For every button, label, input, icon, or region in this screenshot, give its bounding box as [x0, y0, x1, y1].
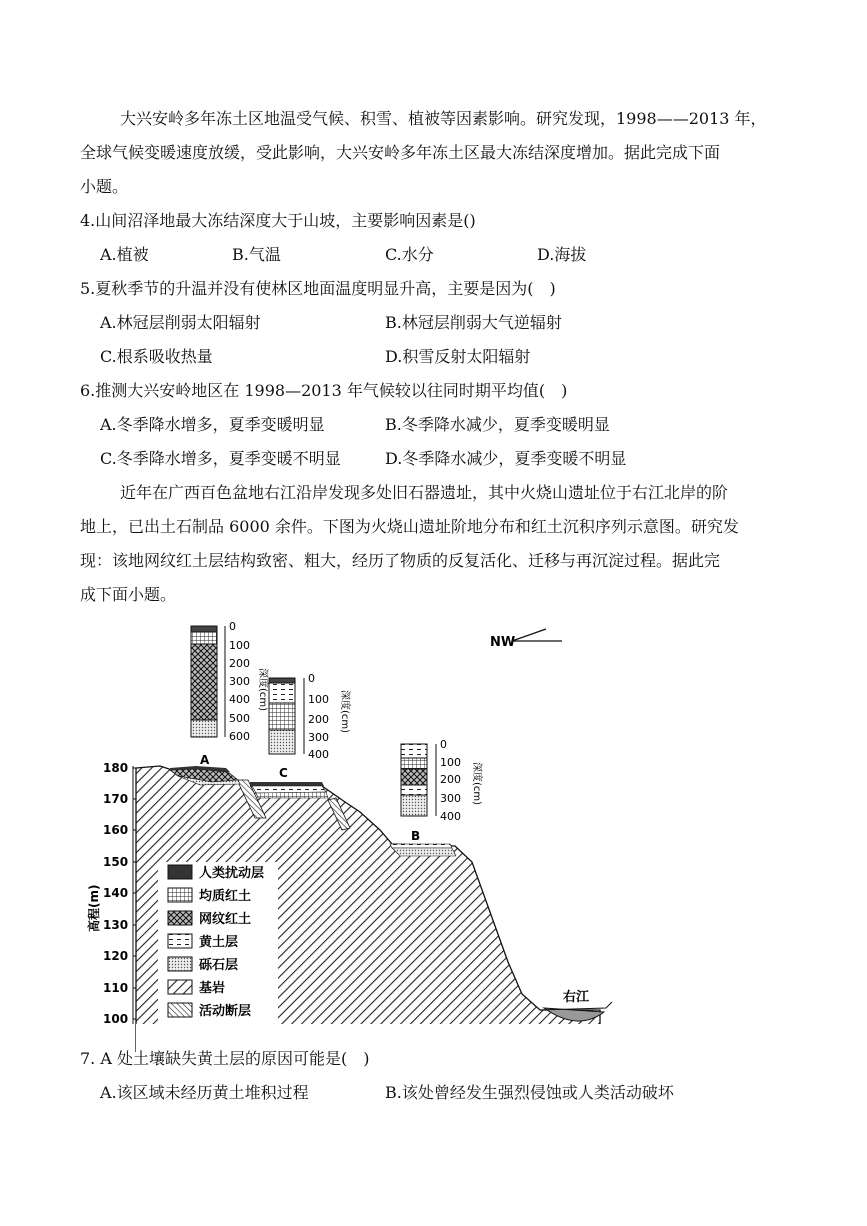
- column3-tick-0: 0: [440, 738, 447, 751]
- soil-column-2: [269, 678, 304, 754]
- column2-tick-300: 300: [308, 731, 329, 744]
- column3-depth-label: 深度(cm): [471, 762, 482, 806]
- y-tick-110: 110: [103, 981, 129, 995]
- terrace-figure: [0, 612, 867, 1052]
- column1-tick-500: 500: [229, 712, 250, 725]
- compass-label: NW: [490, 635, 516, 650]
- legend-label-reticulate: 网纹红土: [199, 912, 252, 927]
- legend-swatch-fault: [168, 1003, 192, 1017]
- soil-column-1: [191, 626, 225, 737]
- y-axis-label: 高程(m): [87, 884, 101, 932]
- column1-tick-0: 0: [229, 620, 236, 633]
- terrace-c-deposit: [250, 782, 328, 798]
- y-tick-120: 120: [103, 949, 129, 963]
- q4-stem: 4.山间沼泽地最大冻结深度大于山坡，主要影响因素是(): [80, 211, 476, 230]
- column1-tick-300: 300: [229, 675, 250, 688]
- y-tick-100: 100: [103, 1012, 129, 1026]
- passage2-line1: 近年在广西百色盆地右江沿岸发现多处旧石器遗址，其中火烧山遗址位于右江北岸的阶: [120, 483, 729, 502]
- q4-option-b: B.气温: [232, 245, 281, 264]
- passage1-line1: 大兴安岭多年冻土区地温受气候、积雪、植被等因素影响。研究发现，1998——2013 年，: [120, 109, 767, 128]
- q6-option-d: D.冬季降水减少，夏季变暖不明显: [385, 449, 627, 468]
- y-tick-140: 140: [103, 886, 129, 900]
- column2-tick-100: 100: [308, 693, 329, 706]
- passage2-line2: 地上，已出土石制品 6000 余件。下图为火烧山遗址阶地分布和红土沉积序列示意图。研究发: [80, 517, 739, 536]
- q6-option-a: A.冬季降水增多，夏季变暖明显: [100, 415, 325, 434]
- soil-column-3: [401, 744, 436, 816]
- legend-swatch-loess: [168, 934, 192, 948]
- site-c-label: C: [279, 766, 288, 780]
- q6-option-c: C.冬季降水增多，夏季变暖不明显: [100, 449, 341, 468]
- q5-option-d: D.积雪反射太阳辐射: [385, 347, 531, 366]
- legend-swatch-homogeneous: [168, 888, 192, 902]
- column2-tick-200: 200: [308, 713, 329, 726]
- passage1-line2: 全球气候变暖速度放缓，受此影响，大兴安岭多年冻土区最大冻结深度增加。据此完成下面: [80, 143, 721, 162]
- q4-option-a: A.植被: [100, 245, 149, 264]
- y-tick-180: 180: [103, 761, 129, 775]
- legend-label-fault: 活动断层: [199, 1004, 252, 1019]
- north-west-arrow-icon: [512, 629, 562, 641]
- passage1-line3: 小题。: [80, 177, 129, 196]
- q5-stem: 5.夏秋季节的升温并没有使林区地面温度明显升高，主要是因为( ): [80, 279, 556, 298]
- legend-swatch-human: [168, 865, 192, 879]
- terrace-b-deposit: [390, 844, 456, 856]
- legend-label-loess: 黄土层: [199, 935, 239, 950]
- river-label: 右江: [563, 990, 590, 1005]
- y-tick-170: 170: [103, 792, 129, 806]
- column1-tick-200: 200: [229, 657, 250, 670]
- legend-label-gravel: 砾石层: [199, 958, 239, 973]
- column2-tick-0: 0: [308, 672, 315, 685]
- legend-label-homogeneous: 均质红土: [199, 889, 252, 904]
- column3-tick-400: 400: [440, 810, 461, 823]
- column3-tick-200: 200: [440, 773, 461, 786]
- y-tick-160: 160: [103, 823, 129, 837]
- legend-swatch-bedrock: [168, 980, 192, 994]
- column2-tick-400: 400: [308, 748, 329, 761]
- legend-label-bedrock: 基岩: [199, 981, 226, 996]
- q5-option-b: B.林冠层削弱大气逆辐射: [385, 313, 562, 332]
- legend-swatch-reticulate: [168, 911, 192, 925]
- y-tick-150: 150: [103, 855, 129, 869]
- site-a-label: A: [200, 753, 210, 767]
- q6-option-b: B.冬季降水减少，夏季变暖明显: [385, 415, 610, 434]
- q7-option-b: B.该处曾经发生强烈侵蚀或人类活动破坏: [385, 1083, 674, 1102]
- passage2-line3: 现：该地网纹红土层结构致密、粗大，经历了物质的反复活化、迁移与再沉淀过程。据此完: [80, 551, 721, 570]
- q4-option-d: D.海拔: [537, 245, 587, 264]
- column1-tick-400: 400: [229, 693, 250, 706]
- legend-label-human: 人类扰动层: [199, 866, 265, 881]
- legend-swatch-gravel: [168, 957, 192, 971]
- q5-option-a: A.林冠层削弱太阳辐射: [100, 313, 261, 332]
- column1-depth-label: 深度(cm): [257, 668, 268, 712]
- q4-option-c: C.水分: [385, 245, 434, 264]
- column1-tick-100: 100: [229, 639, 250, 652]
- q7-option-a: A.该区域未经历黄土堆积过程: [100, 1083, 309, 1102]
- legend: [168, 865, 192, 1017]
- column3-tick-300: 300: [440, 792, 461, 805]
- passage2-line4: 成下面小题。: [80, 585, 177, 604]
- q6-stem: 6.推测大兴安岭地区在 1998—2013 年气候较以往同时期平均值( ): [80, 381, 568, 400]
- column2-depth-label: 深度(cm): [339, 690, 350, 734]
- q7-stem: 7. A 处土壤缺失黄土层的原因可能是( ): [80, 1049, 370, 1068]
- site-b-label: B: [411, 829, 421, 843]
- q5-option-c: C.根系吸收热量: [100, 347, 213, 366]
- column3-tick-100: 100: [440, 756, 461, 769]
- column1-tick-600: 600: [229, 730, 250, 743]
- y-tick-130: 130: [103, 918, 129, 932]
